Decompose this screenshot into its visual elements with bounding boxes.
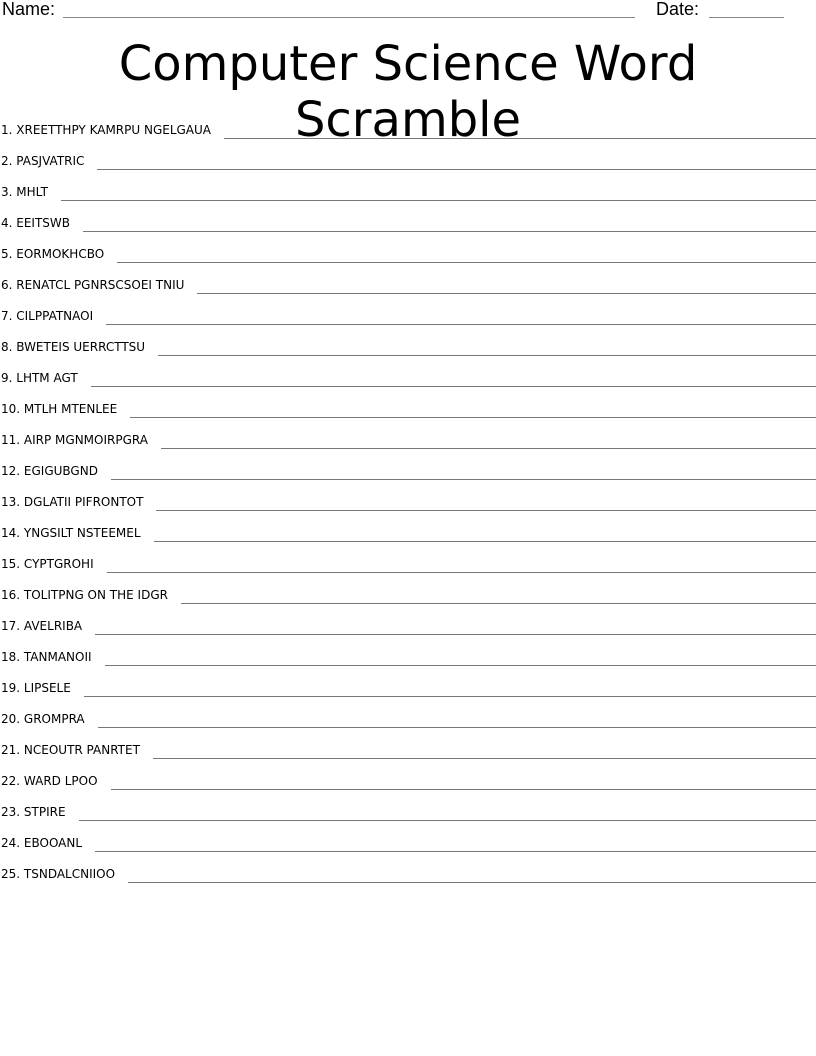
scrambled-word: 6. RENATCL PGNRSCSOEI TNIU xyxy=(1,278,185,292)
scrambled-word: 3. MHLT xyxy=(1,185,49,199)
answer-line[interactable] xyxy=(83,230,816,232)
name-field-line[interactable] xyxy=(63,17,635,18)
name-label: Name: xyxy=(2,0,56,19)
answer-line[interactable] xyxy=(153,757,816,759)
answer-line[interactable] xyxy=(79,819,816,821)
word-item xyxy=(0,792,816,823)
word-item xyxy=(0,513,816,544)
scrambled-word: 4. EEITSWB xyxy=(1,216,71,230)
word-item xyxy=(0,172,816,203)
word-item xyxy=(0,203,816,234)
scrambled-word: 1. XREETTHPY KAMRPU NGELGAUA xyxy=(1,123,212,137)
word-item xyxy=(0,637,816,668)
scrambled-word: 19. LIPSELE xyxy=(1,681,71,695)
scrambled-word: 21. NCEOUTR PANRTET xyxy=(1,743,140,757)
scrambled-word: 24. EBOOANL xyxy=(1,836,83,850)
answer-line[interactable] xyxy=(154,540,816,542)
answer-line[interactable] xyxy=(181,602,816,604)
scrambled-word: 7. CILPPATNAOI xyxy=(1,309,94,323)
word-item xyxy=(0,544,816,575)
scrambled-word: 10. MTLH MTENLEE xyxy=(1,402,118,416)
word-list xyxy=(0,110,816,885)
scrambled-word: 17. AVELRIBA xyxy=(1,619,83,633)
answer-line[interactable] xyxy=(61,199,816,201)
answer-line[interactable] xyxy=(156,509,816,511)
scrambled-word: 15. CYPTGROHI xyxy=(1,557,94,571)
scrambled-word: 8. BWETEIS UERRCTTSU xyxy=(1,340,146,354)
answer-line[interactable] xyxy=(130,416,816,418)
header-row xyxy=(0,0,816,22)
scrambled-word: 13. DGLATII PIFRONTOT xyxy=(1,495,144,509)
answer-line[interactable] xyxy=(158,354,816,356)
word-item xyxy=(0,358,816,389)
date-field-line[interactable] xyxy=(709,17,784,18)
scrambled-word: 16. TOLITPNG ON THE IDGR xyxy=(1,588,168,602)
word-item xyxy=(0,699,816,730)
word-item xyxy=(0,420,816,451)
word-item xyxy=(0,668,816,699)
answer-line[interactable] xyxy=(97,168,816,170)
word-item xyxy=(0,141,816,172)
scrambled-word: 12. EGIGUBGND xyxy=(1,464,98,478)
answer-line[interactable] xyxy=(111,478,816,480)
scrambled-word: 20. GROMPRA xyxy=(1,712,85,726)
answer-line[interactable] xyxy=(107,571,816,573)
word-item xyxy=(0,265,816,296)
answer-line[interactable] xyxy=(197,292,816,294)
page-title: Computer Science Word Scramble xyxy=(118,36,698,148)
word-item xyxy=(0,482,816,513)
answer-line[interactable] xyxy=(106,323,816,325)
answer-line[interactable] xyxy=(161,447,816,449)
answer-line[interactable] xyxy=(128,881,816,883)
word-item xyxy=(0,854,816,885)
date-label: Date: xyxy=(656,0,700,19)
scrambled-word: 5. EORMOKHCBO xyxy=(1,247,105,261)
word-item xyxy=(0,606,816,637)
word-item xyxy=(0,327,816,358)
scrambled-word: 23. STPIRE xyxy=(1,805,66,819)
answer-line[interactable] xyxy=(95,633,816,635)
word-item xyxy=(0,730,816,761)
answer-line[interactable] xyxy=(98,726,816,728)
word-item xyxy=(0,389,816,420)
answer-line[interactable] xyxy=(95,850,816,852)
word-item xyxy=(0,110,816,141)
scrambled-word: 9. LHTM AGT xyxy=(1,371,78,385)
word-item xyxy=(0,451,816,482)
word-item xyxy=(0,296,816,327)
scrambled-word: 14. YNGSILT NSTEEMEL xyxy=(1,526,141,540)
scrambled-word: 2. PASJVATRIC xyxy=(1,154,85,168)
answer-line[interactable] xyxy=(91,385,816,387)
word-item xyxy=(0,761,816,792)
scrambled-word: 11. AIRP MGNMOIRPGRA xyxy=(1,433,148,447)
answer-line[interactable] xyxy=(105,664,816,666)
word-item xyxy=(0,234,816,265)
scrambled-word: 22. WARD LPOO xyxy=(1,774,98,788)
answer-line[interactable] xyxy=(224,137,816,139)
answer-line[interactable] xyxy=(84,695,816,697)
scrambled-word: 25. TSNDALCNIIOO xyxy=(1,867,116,881)
answer-line[interactable] xyxy=(111,788,816,790)
word-item xyxy=(0,823,816,854)
word-item xyxy=(0,575,816,606)
scrambled-word: 18. TANMANOII xyxy=(1,650,92,664)
answer-line[interactable] xyxy=(117,261,816,263)
